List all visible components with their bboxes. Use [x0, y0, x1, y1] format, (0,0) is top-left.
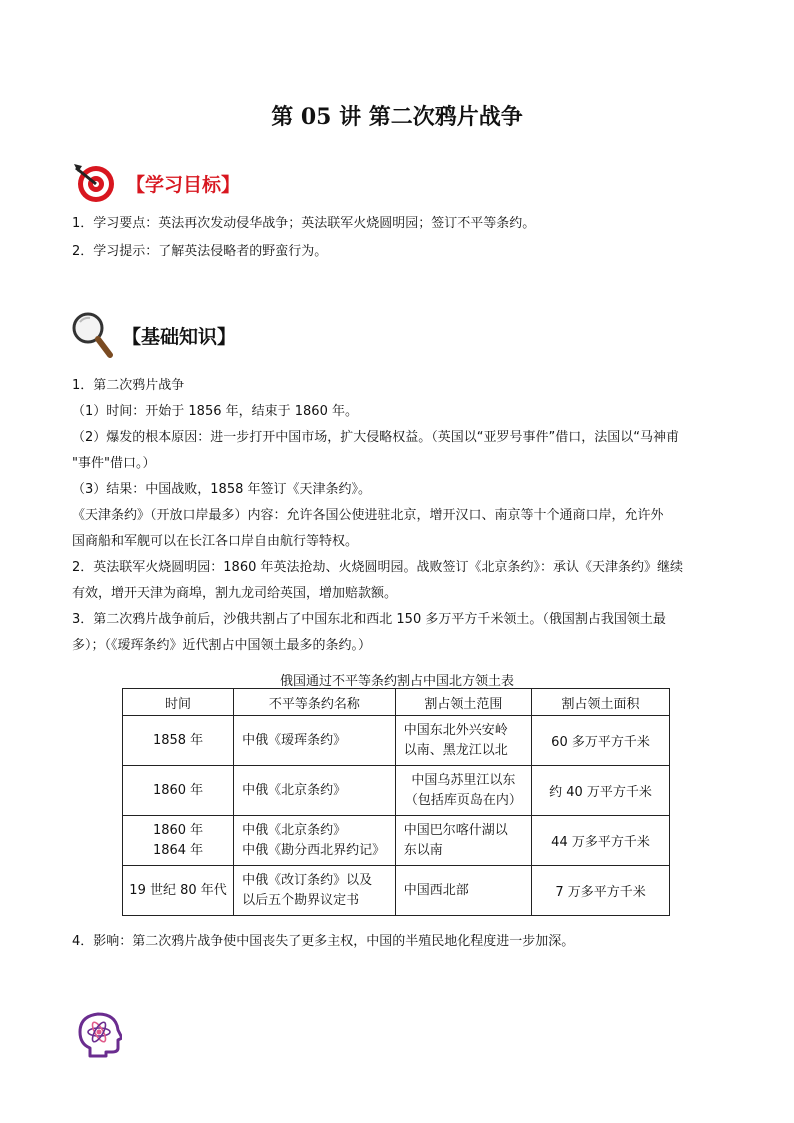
learning-target-heading: [70, 160, 240, 206]
cell-area: 约 40 万平方千米: [532, 766, 670, 816]
cell-area: 7 万多平方千米: [532, 866, 670, 916]
header-area: 割占领土面积: [532, 689, 670, 716]
knowledge-line: 国商船和军舰可以在长江各口岸自由航行等特权。: [72, 534, 359, 549]
cell-treaty: 中俄《北京条约》: [234, 766, 396, 816]
knowledge-line: "事件"借口。）: [72, 456, 156, 471]
basic-knowledge-heading: [70, 310, 236, 360]
header-scope: 割占领土范围: [395, 689, 531, 716]
territory-table: [122, 688, 670, 916]
cell-scope: 中国东北外兴安岭 以南、黑龙江以北: [395, 716, 531, 766]
cell-time: 19 世纪 80 年代: [123, 866, 234, 916]
header-treaty: 不平等条约名称: [234, 689, 396, 716]
table-row: [123, 816, 670, 866]
learning-target-label: 【学习目标】: [126, 173, 241, 196]
header-time: 时间: [123, 689, 234, 716]
cell-scope: 中国西北部: [395, 866, 531, 916]
knowledge-line: 1．第二次鸦片战争: [72, 378, 185, 393]
cell-treaty: 中俄《北京条约》 中俄《勘分西北界约记》: [234, 816, 396, 866]
cell-treaty: 中俄《改订条约》以及 以后五个勘界议定书: [234, 866, 396, 916]
page-title: 第 05 讲 第二次鸦片战争: [271, 104, 523, 130]
knowledge-line: 2．英法联军火烧圆明园：1860 年英法抢劫、火烧圆明园。战败签订《北京条约》：承认《天津条约》继续: [72, 560, 683, 575]
target-item-1: 1．学习要点：英法再次发动侵华战争；英法联军火烧圆明园；签订不平等条约。: [72, 216, 536, 231]
table-caption: 俄国通过不平等条约割占中国北方领土表: [279, 674, 514, 689]
cell-area: 44 万多平方千米: [532, 816, 670, 866]
cell-time: 1860 年: [123, 766, 234, 816]
impact-line: 4．影响：第二次鸦片战争使中国丧失了更多主权，中国的半殖民地化程度进一步加深。: [72, 934, 575, 949]
cell-scope: 中国乌苏里江以东 （包括库页岛在内）: [395, 766, 531, 816]
cell-time: 1858 年: [123, 716, 234, 766]
cell-area: 60 多万平方千米: [532, 716, 670, 766]
knowledge-line: 《天津条约》（开放口岸最多）内容：允许各国公使进驻北京，增开汉口、南京等十个通商口岸，允许外: [72, 508, 664, 523]
knowledge-line: （2）爆发的根本原因：进一步打开中国市场，扩大侵略权益。（英国以“亚罗号事件”借口，法国以“马神甫: [72, 430, 679, 445]
table-header-row: [123, 689, 670, 716]
knowledge-line: 多）；（《瑷珲条约》近代割占中国领土最多的条约。）: [72, 638, 372, 653]
head-atom-icon: [76, 1010, 122, 1060]
cell-scope: 中国巴尔喀什湖以 东以南: [395, 816, 531, 866]
cell-treaty: 中俄《瑷珲条约》: [234, 716, 396, 766]
target-item-2: 2．学习提示：了解英法侵略者的野蛮行为。: [72, 244, 328, 259]
table-row: [123, 866, 670, 916]
knowledge-line: 有效，增开天津为商埠，割九龙司给英国，增加赔款额。: [72, 586, 398, 601]
basic-knowledge-label: 【基础知识】: [122, 325, 237, 348]
table-row: [123, 766, 670, 816]
knowledge-line: （1）时间：开始于 1856 年，结束于 1860 年。: [72, 404, 358, 419]
knowledge-line: （3）结果：中国战败，1858 年签订《天津条约》。: [72, 482, 371, 497]
magnifier-icon: [70, 310, 116, 360]
table-row: [123, 716, 670, 766]
cell-time: 1860 年 1864 年: [123, 816, 234, 866]
knowledge-line: 3．第二次鸦片战争前后，沙俄共割占了中国东北和西北 150 多万平方千米领土。（俄国割占我国领土最: [72, 612, 666, 627]
target-icon: [70, 160, 120, 206]
